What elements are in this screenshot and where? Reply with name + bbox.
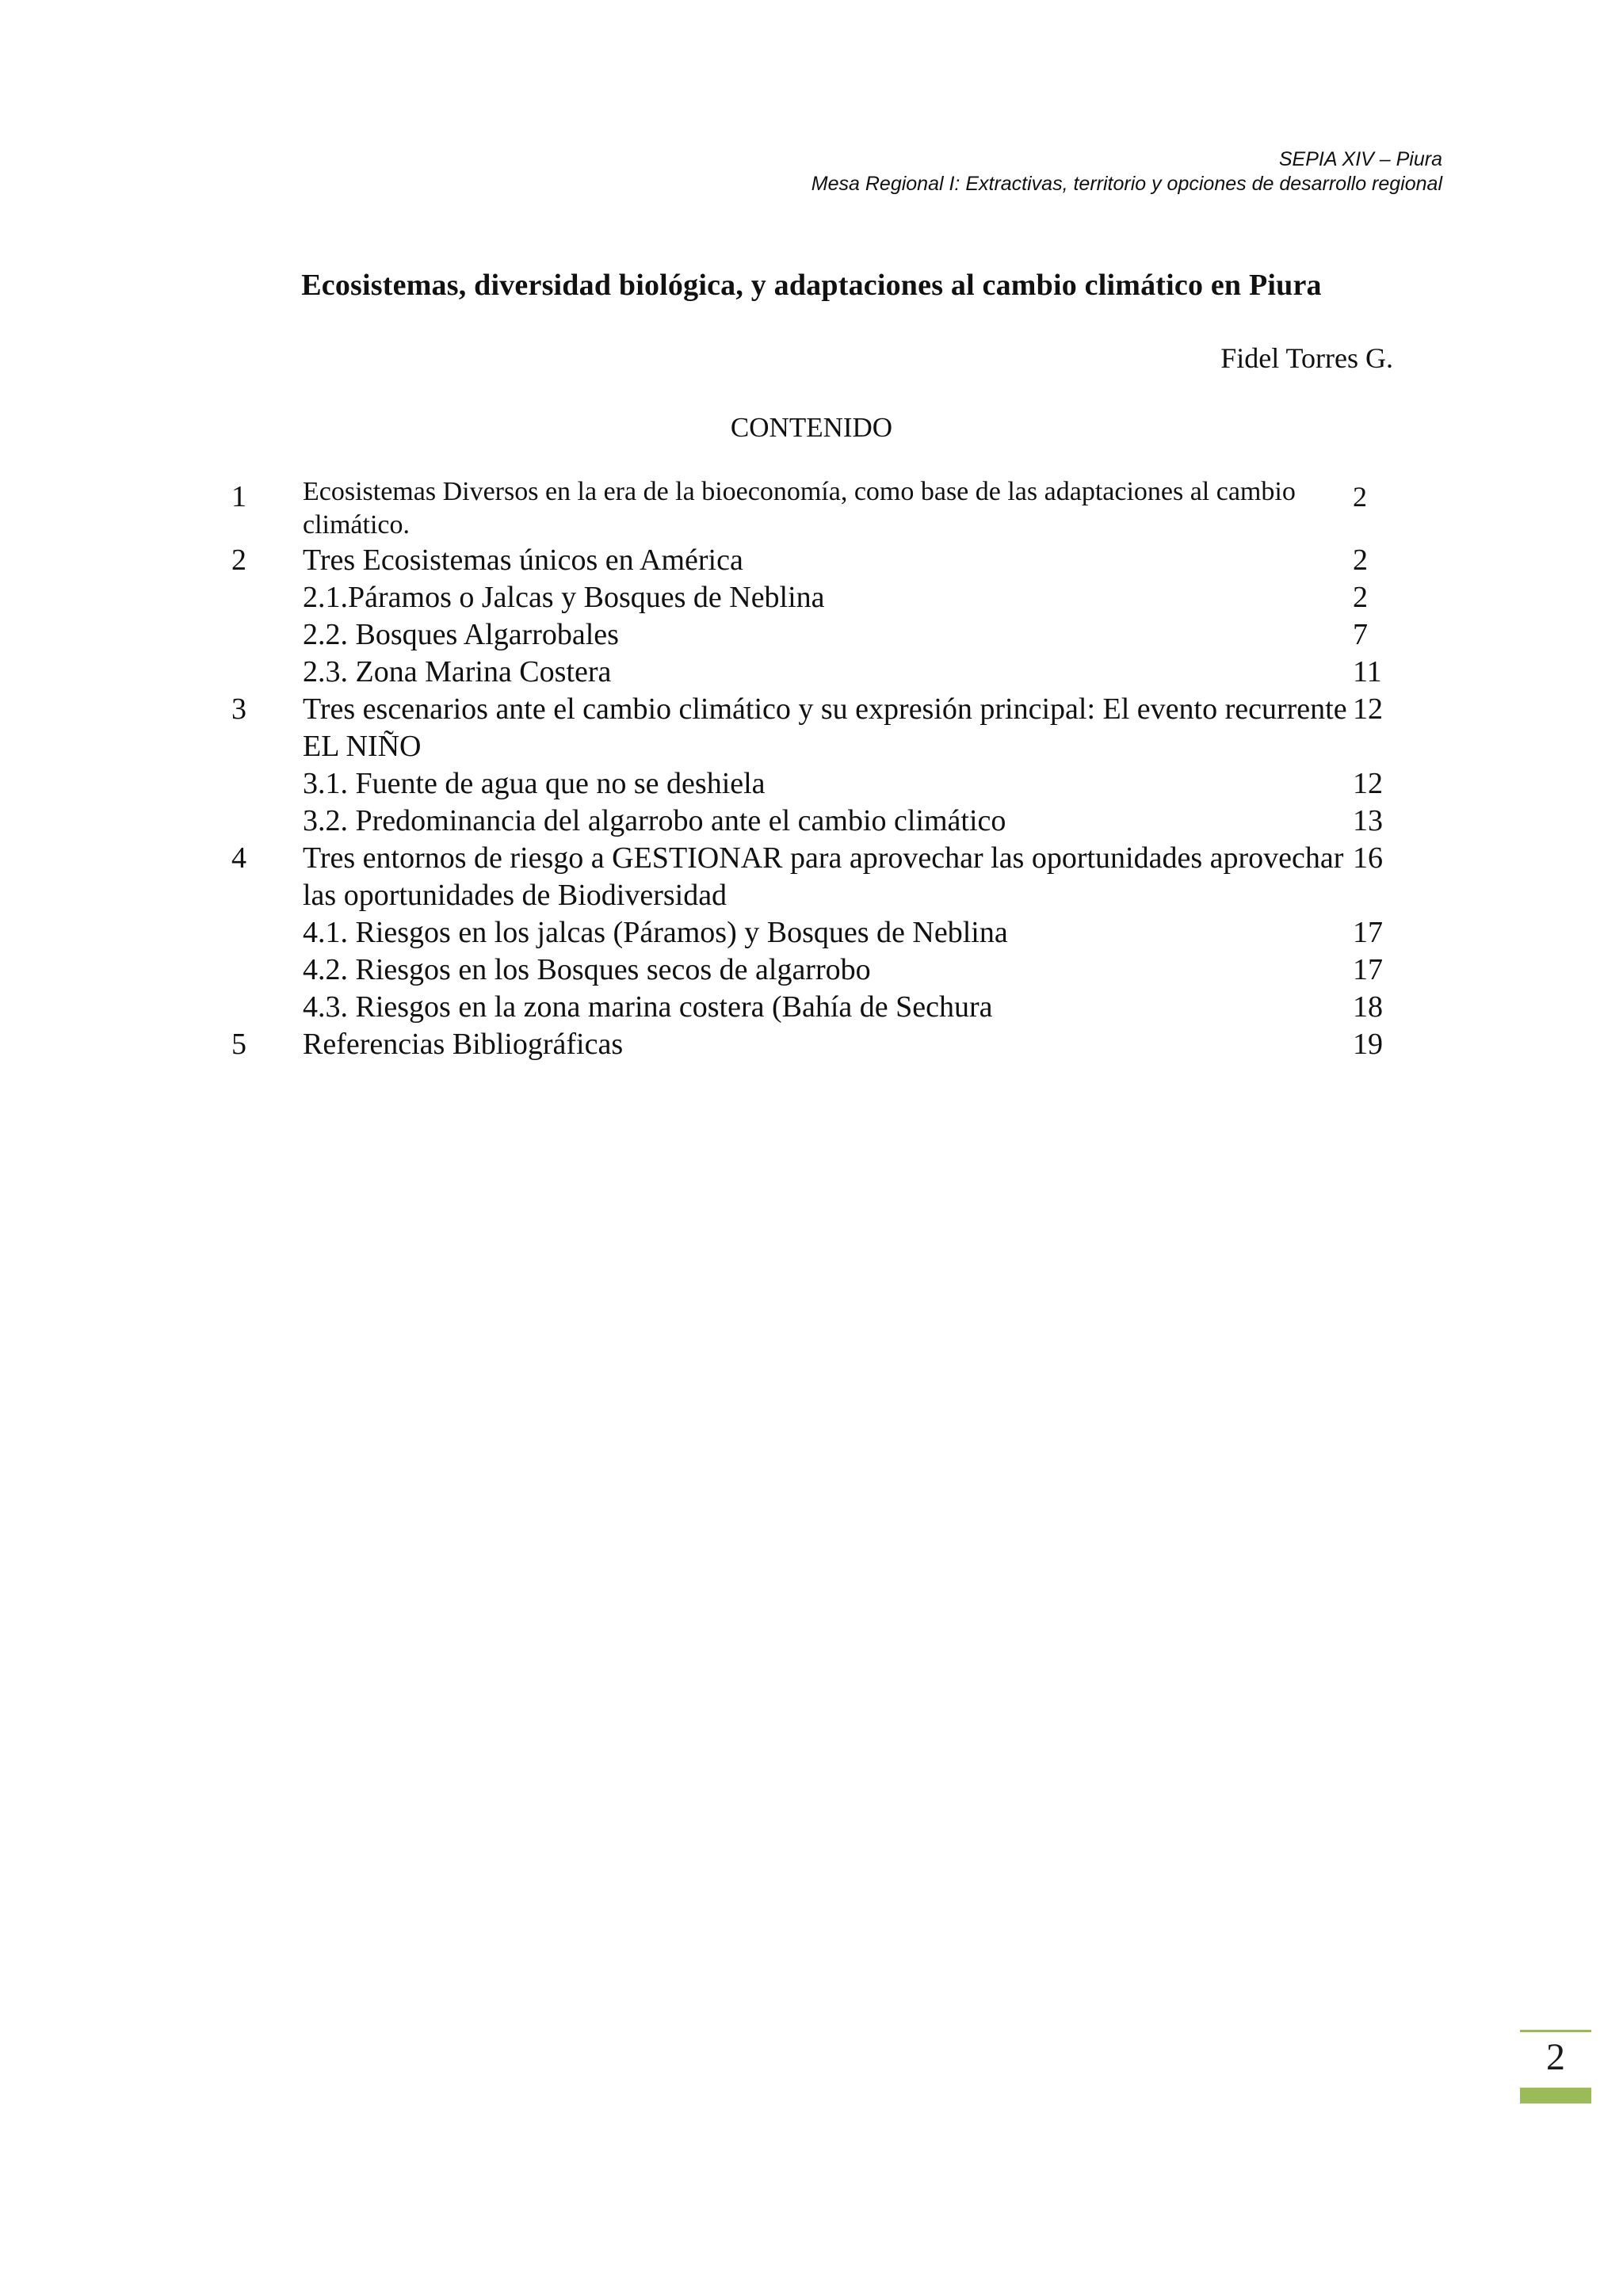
toc-entry-page: 17 [1353, 916, 1383, 949]
toc-entry-title: Tres entornos de riesgo a GESTIONAR para aprovechar las oportunidades aprovechar las oportunidades de Biodiversidad [303, 841, 1344, 912]
author-name: Fidel Torres G. [1220, 342, 1393, 374]
toc-entry-title: Tres escenarios ante el cambio climático y su expresión principal: El evento recurrente EL NIÑO [303, 692, 1347, 763]
page-number-accent-bar [1520, 2088, 1591, 2103]
toc-entry-title: Ecosistemas Diversos en la era de la bioeconomía, como base de las adaptaciones al cambio climático. [303, 477, 1296, 540]
toc-entry-title: 4.2. Riesgos en los Bosques secos de algarrobo [303, 953, 871, 986]
page-number-box [1520, 2030, 1591, 2103]
header-session: Mesa Regional I: Extractivas, territorio y opciones de desarrollo regional [811, 173, 1442, 195]
toc-entry-page: 2 [1353, 581, 1368, 614]
toc-entry-number: 4 [231, 841, 246, 875]
toc-entry-page: 12 [1353, 692, 1383, 726]
running-header [812, 147, 1442, 196]
toc-entry[interactable] [231, 579, 1396, 616]
toc-entry-title: 2.1.Páramos o Jalcas y Bosques de Neblina [303, 581, 825, 614]
toc-entry-title: 3.1. Fuente de agua que no se deshiela [303, 767, 766, 800]
document-title: Ecosistemas, diversidad biológica, y adaptaciones al cambio climático en Piura [301, 269, 1322, 302]
toc-entry-title: 2.3. Zona Marina Costera [303, 655, 612, 688]
toc-entry[interactable] [231, 765, 1396, 803]
toc-entry-number: 3 [231, 692, 246, 726]
toc-entry-page: 2 [1353, 481, 1367, 513]
toc-entry[interactable] [231, 475, 1396, 542]
toc-entry-page: 19 [1353, 1028, 1383, 1061]
toc-entry[interactable] [231, 691, 1396, 765]
toc-entry-page: 2 [1353, 543, 1368, 577]
toc-entry-title: 4.1. Riesgos en los jalcas (Páramos) y Bosques de Neblina [303, 916, 1008, 949]
toc-entry-number: 5 [231, 1028, 246, 1061]
toc-entry[interactable] [231, 803, 1396, 840]
toc-entry-title: Tres Ecosistemas únicos en América [303, 543, 743, 577]
header-series: SEPIA XIV – Piura [1278, 148, 1442, 170]
toc-entry-title: Referencias Bibliográficas [303, 1028, 624, 1061]
toc-entry[interactable] [231, 914, 1396, 952]
page-number: 2 [1546, 2036, 1565, 2078]
toc-entry-page: 16 [1353, 841, 1383, 875]
toc-entry[interactable] [231, 1026, 1396, 1063]
toc-entry-page: 13 [1353, 804, 1383, 837]
toc-entry-title: 4.3. Riesgos en la zona marina costera (Bahía de Sechura [303, 990, 993, 1024]
page-number-top-rule [1520, 2030, 1591, 2032]
table-of-contents [231, 475, 1396, 1063]
toc-entry-number: 2 [231, 543, 246, 577]
toc-heading: CONTENIDO [730, 412, 893, 443]
toc-entry-page: 18 [1353, 990, 1383, 1024]
toc-entry-page: 17 [1353, 953, 1383, 986]
toc-entry[interactable] [231, 840, 1396, 914]
toc-entry[interactable] [231, 952, 1396, 989]
toc-entry-page: 11 [1353, 655, 1382, 688]
toc-entry-page: 7 [1353, 618, 1368, 651]
toc-entry-page: 12 [1353, 767, 1383, 800]
toc-entry[interactable] [231, 989, 1396, 1026]
toc-entry[interactable] [231, 542, 1396, 579]
toc-entry[interactable] [231, 616, 1396, 654]
toc-entry-title: 3.2. Predominancia del algarrobo ante el cambio climático [303, 804, 1006, 837]
toc-entry-number: 1 [231, 480, 246, 513]
toc-entry[interactable] [231, 654, 1396, 691]
toc-entry-title: 2.2. Bosques Algarrobales [303, 618, 619, 651]
